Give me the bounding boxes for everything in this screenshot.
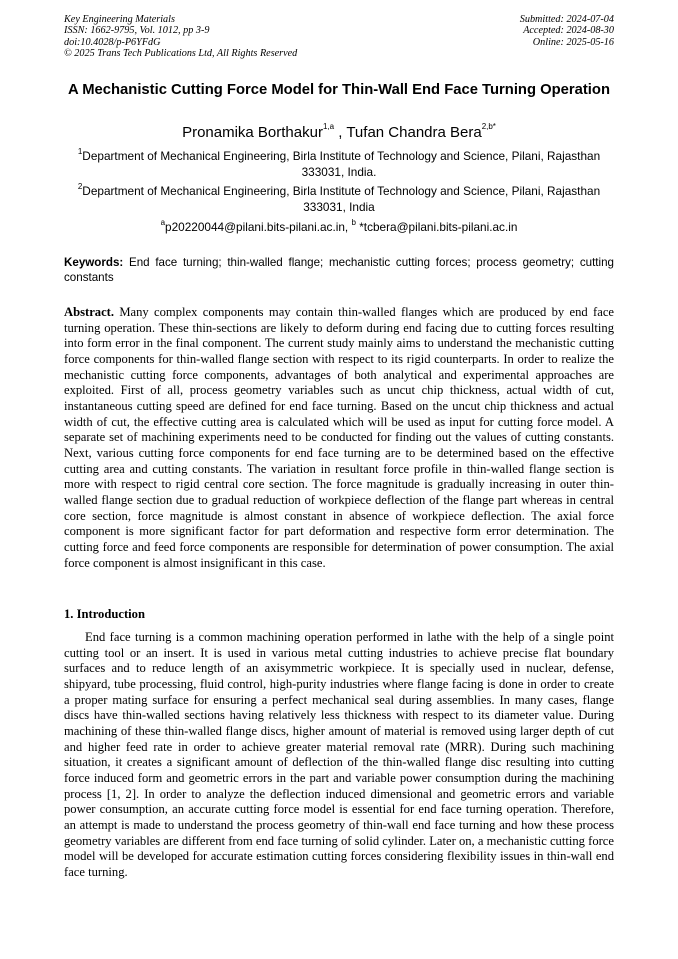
- author-sup: 1,a: [322, 122, 335, 131]
- email-sup: a: [160, 218, 166, 227]
- abstract: [64, 305, 614, 571]
- online-date: Online: 2025-05-16: [532, 36, 614, 48]
- affiliation-2: [64, 184, 614, 215]
- author-name: Tufan Chandra Bera: [346, 124, 482, 141]
- copyright: © 2025 Trans Tech Publications Ltd, All Rights Reserved: [64, 47, 298, 59]
- journal-info: [64, 14, 297, 59]
- journal-name: Key Engineering Materials: [64, 14, 175, 25]
- submitted-date: Submitted: 2024-07-04: [519, 14, 614, 25]
- accepted-date: Accepted: 2024-08-30: [523, 25, 614, 37]
- author-emails: [64, 220, 614, 236]
- keywords-text: End face turning; thin-walled flange; mechanistic cutting forces; process geometry; cutting constants: [64, 256, 614, 284]
- email-link[interactable]: *tcbera@pilani.bits-pilani.ac.in: [359, 220, 518, 234]
- author-name: Pronamika Borthakur: [182, 124, 323, 141]
- dates: [520, 14, 614, 48]
- introduction-paragraph: End face turning is a common machining operation performed in lathe with the help of a single point cutting tool or an insert. It is used in various metal cutting industries to achieve precise flat boundary surfaces and to reduce length of an axisymmetric workpiece. It is specially used in nuclear, defense, shipyard, tube processing, fluid control, high-purity industries where flange facing is done in order to create a proper mating surface for ensuring a perfect mechanical seal during assemblies. In many cases, flange discs have thin-walled sections having relatively less thickness with respect to its diameter value. During machining of these thin-walled flange discs, higher amount of material is removed using larger depth of cut and higher feed rate in order to achieve greater material removal rate (MRR). During such machining situation, it creates a significant amount of deflection of the thin-walled flange disc resulting into cutting force induced form and geometric errors in the part and variable power consumption during the machining process [1, 2]. In order to analyze the deflection induced dimensional and geometric errors and variable power consumption, an accurate cutting force model is essential for end face turning operation. Therefore, an attempt is made to understand the process geometry of thin-wall end face turning and how these process geometry variables are different from end face turning of solid cylinder. Later on, a mechanistic cutting force model will be developed for accurate estimation cutting forces considering flexibility issues in thin-wall end face turning.: [64, 630, 614, 879]
- authors: [64, 124, 614, 142]
- keywords: [64, 255, 614, 285]
- issn: ISSN: 1662-9795, Vol. 1012, pp 3-9: [64, 25, 210, 37]
- author-separator: ,: [334, 124, 347, 141]
- affiliation-text: Department of Mechanical Engineering, Birla Institute of Technology and Science, Pilani, Rajasthan 333031, India: [82, 184, 601, 214]
- email-sup: b: [351, 218, 356, 227]
- abstract-text: Many complex components may contain thin-walled flanges which are produced by end face turning operation. These thin-sections are likely to deform during end facing due to cutting forces resulting into form error in the final component. The current study mainly aims to understand the mechanistic cutting force components for thin-walled flange section with respect to its rigid counterparts. In order to realize the mechanistic cutting force components, advantages of both analytical and experimental approaches are exploited. First of all, process geometry variables such as uncut chip thickness, actual width of cut, instantaneous cutting speed are defined for end face turning. Based on the uncut chip thickness and actual width of cut, the effective cutting area is calculated which will be used as input for cutting force model. A separate set of machining experiments need to be conducted for finding out the values of cutting constants. Next, various cutting force components for end face turning are to be determined based on the effective cutting area and cutting constants. The variation in resultant force profile in thin-walled flange section is more with respect to rigid central core section. The force magnitude is gradually increasing in outer thin-walled flange section due to gradual reduction of workpiece deflection of the flange part whereas in central core section, force magnitude is almost constant in absence of workpiece deflection. The axial force component is more significant factor for part deformation and respective form error determination. The cutting force and feed force components are responsible for determination of power consumption. The axial force component is almost insignificant in this case.: [64, 305, 614, 570]
- affiliation-sup: 2: [77, 182, 83, 191]
- section-heading-introduction: 1. Introduction: [64, 607, 145, 621]
- keywords-label: Keywords:: [64, 256, 124, 269]
- abstract-label: Abstract.: [64, 305, 115, 319]
- affiliation-1: [64, 149, 614, 180]
- email-link[interactable]: p20220044@pilani.bits-pilani.ac.in,: [165, 220, 349, 234]
- paper-title: A Mechanistic Cutting Force Model for Thin-Wall End Face Turning Operation: [67, 82, 610, 98]
- affiliation-text: Department of Mechanical Engineering, Birla Institute of Technology and Science, Pilani, Rajasthan 333031, India.: [82, 149, 601, 179]
- author-sup: 2,b*: [481, 122, 496, 131]
- affiliation-sup: 1: [77, 147, 83, 156]
- doi: doi:10.4028/p-P6YFdG: [64, 36, 161, 48]
